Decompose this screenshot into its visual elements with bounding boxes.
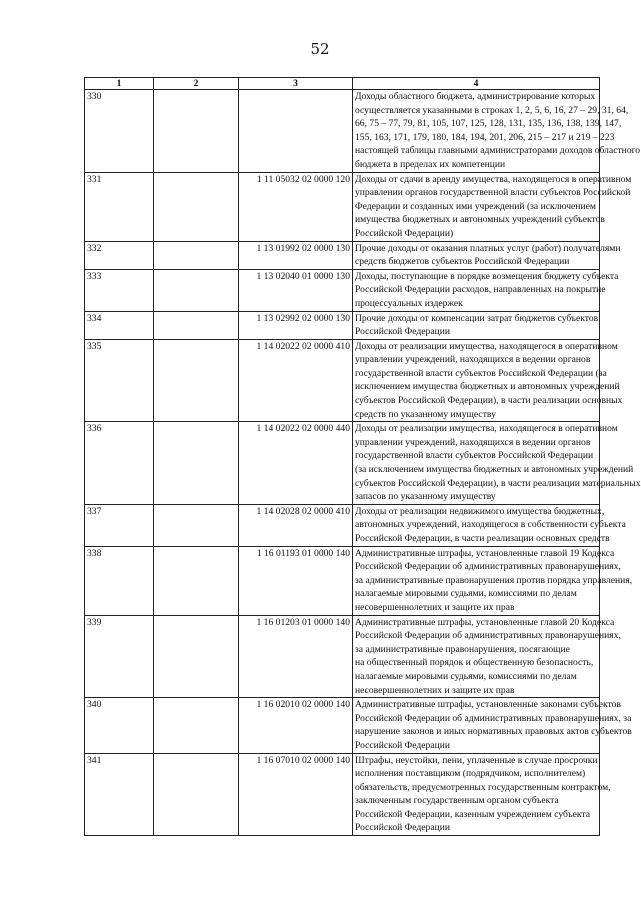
description-line: субъектов Российской Федерации), в части реализации материальных	[355, 477, 641, 489]
revenue-code-cell: 1 13 02040 01 0000 130	[239, 269, 353, 311]
column-2-cell	[154, 172, 239, 241]
description-line: средств бюджетов субъектов Российской Федерации	[355, 256, 570, 268]
description-line: государственной власти субъектов Российской Федерации	[355, 450, 594, 462]
page-number: 52	[310, 40, 330, 58]
column-2-cell	[154, 339, 239, 422]
revenue-description-cell	[353, 546, 633, 615]
table-row	[85, 422, 600, 505]
column-2-cell	[154, 422, 239, 505]
description-line: Доходы от реализации имущества, находящегося в оперативном	[355, 423, 618, 435]
revenue-description-cell	[353, 311, 600, 339]
revenue-code-cell: 1 14 02022 02 0000 410	[239, 339, 353, 422]
description-line: Российской Федерации об административных правонарушениях,	[355, 561, 621, 573]
description-line: средств по указанному имуществу	[355, 408, 496, 420]
row-number-cell: 332	[85, 241, 154, 269]
table-row	[85, 546, 600, 615]
column-2-cell	[154, 311, 239, 339]
description-line: государственной власти субъектов Российской Федерации (за	[355, 367, 607, 379]
description-line: Российской Федерации расходов, направленных на покрытие	[355, 284, 606, 296]
description-line: исключением имущества бюджетных и автономных учреждений	[355, 381, 620, 393]
description-line: Российской Федерации, казенным учреждением субъекта	[355, 808, 590, 820]
revenue-code-cell: 1 14 02022 02 0000 440	[239, 422, 353, 505]
description-line: Федерации и созданных ими учреждений (за исключением	[355, 200, 596, 212]
column-2-cell	[154, 241, 239, 269]
description-line: управлении органов государственной власти субъектов Российской	[355, 187, 631, 199]
table-row	[85, 241, 600, 269]
table-row	[85, 311, 600, 339]
revenue-code-cell: 1 16 01193 01 0000 140	[239, 546, 353, 615]
description-line: запасов по указанному имуществу	[355, 491, 496, 503]
revenue-description-cell	[353, 241, 621, 269]
row-number-cell: 337	[85, 504, 154, 546]
row-number-cell: 330	[85, 90, 154, 173]
description-line: нарушение законов и иных нормативных правовых актов субъектов	[355, 726, 632, 738]
column-2-cell	[154, 546, 239, 615]
row-number-cell: 338	[85, 546, 154, 615]
revenue-description-cell	[353, 90, 641, 173]
description-line: Российской Федерации	[355, 822, 450, 834]
revenue-table	[84, 77, 641, 836]
column-2-cell	[154, 269, 239, 311]
revenue-code-cell: 1 16 07010 02 0000 140	[239, 753, 353, 836]
description-line: за административные правонарушения, посягающие	[355, 643, 570, 655]
table-row	[85, 269, 600, 311]
description-line: Доходы областного бюджета, администрирование которых	[355, 91, 596, 102]
revenue-code-cell: 1 13 02992 02 0000 130	[239, 311, 353, 339]
revenue-description-cell	[353, 269, 619, 311]
table-row	[85, 753, 600, 836]
table-row	[85, 615, 600, 698]
description-line: обязательств, предусмотренных государственным контрактом,	[355, 781, 611, 793]
column-2-cell	[154, 504, 239, 546]
revenue-code-cell: 1 13 01992 02 0000 130	[239, 241, 353, 269]
description-line: Российской Федерации	[355, 739, 450, 751]
description-line: Административные штрафы, установленные законами субъектов	[355, 699, 621, 711]
revenue-description-cell	[353, 753, 611, 836]
description-line: Административные штрафы, установленные главой 20 Кодекса	[355, 616, 615, 628]
description-line: Доходы, поступающие в порядке возмещения бюджету субъекта	[355, 270, 619, 282]
description-line: Доходы от сдачи в аренду имущества, находящегося в оперативном	[355, 173, 632, 185]
description-line: Российской Федерации об административных правонарушениях, за	[355, 712, 632, 724]
row-number-cell: 333	[85, 269, 154, 311]
description-line: субъектов Российской Федерации), в части реализации основных	[355, 395, 623, 407]
row-number-cell: 336	[85, 422, 154, 505]
row-number-cell: 334	[85, 311, 154, 339]
revenue-description-cell	[353, 698, 632, 753]
column-2-cell	[154, 90, 239, 173]
description-line: несовершеннолетних и защите их прав	[355, 684, 515, 696]
row-number-cell: 341	[85, 753, 154, 836]
table-row	[85, 90, 600, 173]
table-row	[85, 172, 600, 241]
description-line: Прочие доходы от оказания платных услуг (работ) получателями	[355, 242, 621, 254]
revenue-code-cell: 1 14 02028 02 0000 410	[239, 504, 353, 546]
row-number-cell: 339	[85, 615, 154, 698]
description-line: 155, 163, 171, 179, 180, 184, 194, 201, 206, 215 – 217 и 219 – 223	[355, 131, 615, 143]
revenue-code-cell: 1 16 01203 01 0000 140	[239, 615, 353, 698]
row-number-cell: 340	[85, 698, 154, 753]
column-header-2: 2	[154, 78, 239, 90]
revenue-code-cell: 1 11 05032 02 0000 120	[239, 172, 353, 241]
description-line: управлении учреждений, находящихся в ведении органов	[355, 354, 591, 366]
revenue-code-cell: 1 16 02010 02 0000 140	[239, 698, 353, 753]
table-row	[85, 339, 600, 422]
revenue-description-cell	[353, 172, 632, 241]
table-header-row	[85, 78, 600, 90]
description-line: Штрафы, неустойки, пени, уплаченные в случае просрочки	[355, 754, 598, 766]
description-line: исполнения поставщиком (подрядчиком, исполнителем)	[355, 768, 586, 780]
description-line: Доходы от реализации недвижимого имущества бюджетных,	[355, 505, 605, 517]
description-line: несовершеннолетних и защите их прав	[355, 601, 515, 613]
description-line: настоящей таблицы главными администраторами доходов областного	[355, 145, 641, 157]
description-line: имущества бюджетных и автономных учреждений субъектов	[355, 214, 605, 226]
description-line: налагаемые мировыми судьями, комиссиями по делам	[355, 670, 577, 682]
column-header-4: 4	[353, 78, 600, 90]
column-2-cell	[154, 615, 239, 698]
description-line: Российской Федерации об административных правонарушениях,	[355, 630, 621, 642]
column-2-cell	[154, 753, 239, 836]
description-line: за административные правонарушения против порядка управления,	[355, 574, 633, 586]
description-line: Российской Федерации, в части реализации основных средств	[355, 533, 610, 544]
table-row	[85, 698, 600, 753]
description-line: Российской Федерации)	[355, 227, 454, 239]
description-line: Прочие доходы от компенсации затрат бюджетов субъектов	[355, 312, 599, 324]
row-number-cell: 335	[85, 339, 154, 422]
revenue-description-cell	[353, 422, 641, 505]
table-row	[85, 504, 600, 546]
description-line: осуществляется указанными в строках 1, 2, 5, 6, 16, 27 – 29, 31, 64,	[355, 104, 629, 116]
description-line: Административные штрафы, установленные главой 19 Кодекса	[355, 547, 615, 559]
description-line: (за исключением имущества бюджетных и автономных учреждений	[355, 464, 634, 476]
revenue-description-cell	[353, 504, 626, 546]
description-line: заключенным государственным органом субъекта	[355, 795, 559, 807]
description-line: процессуальных издержек	[355, 297, 463, 309]
description-line: Доходы от реализации имущества, находящегося в оперативном	[355, 340, 618, 352]
column-header-1: 1	[85, 78, 154, 90]
description-line: на общественный порядок и общественную безопасность,	[355, 657, 594, 669]
revenue-code-cell	[239, 90, 353, 173]
description-line: Российской Федерации	[355, 326, 450, 338]
description-line: бюджета в пределах их компетенции	[355, 158, 506, 170]
revenue-description-cell	[353, 339, 623, 422]
description-line: 66, 75 – 77, 79, 81, 105, 107, 125, 128, 131, 135, 136, 138, 139, 147,	[355, 118, 622, 130]
column-2-cell	[154, 698, 239, 753]
revenue-description-cell	[353, 615, 621, 698]
description-line: управлении учреждений, находящихся в ведении органов	[355, 436, 591, 448]
description-line: автономных учреждений, находящегося в собственности субъекта	[355, 519, 626, 531]
row-number-cell: 331	[85, 172, 154, 241]
description-line: налагаемые мировыми судьями, комиссиями по делам	[355, 588, 577, 600]
column-header-3: 3	[239, 78, 353, 90]
